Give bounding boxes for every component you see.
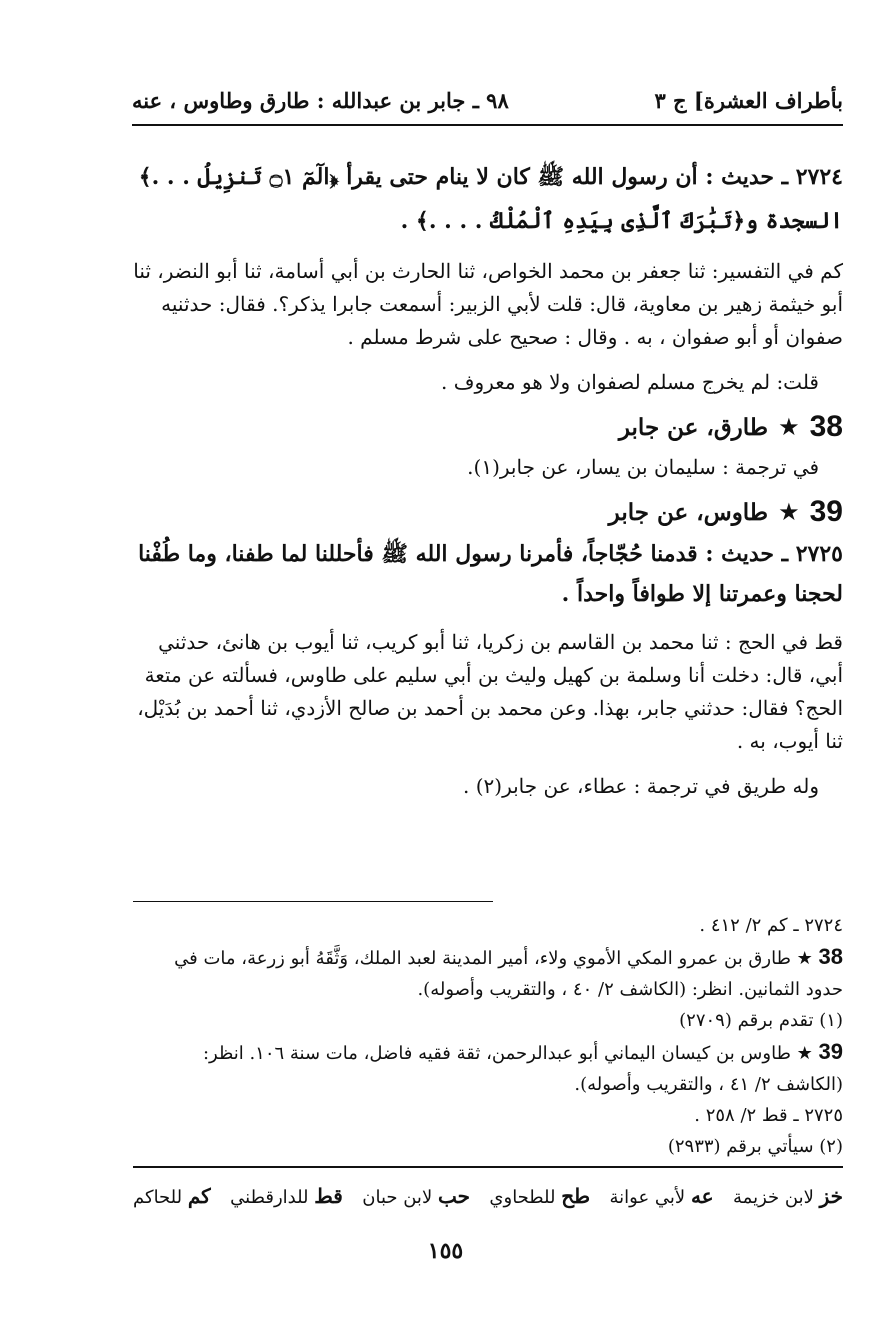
page-number: ١٥٥: [427, 1238, 464, 1264]
footnotes: [133, 910, 843, 1162]
hadith-2724: ٢٧٢٤ ـ حديث : أن رسول الله ﷺ كان لا ينام حتى يقرأ ﴿الٓمٓ ۝١ تَنزِيلُ . . .﴾ السجدة و﴿تَبَٰرَكَ ٱلَّذِى بِيَدِهِ ٱلْمُلْكُ . . . .﴾ .: [138, 164, 843, 234]
footnote-38-text: طارق بن عمرو المكي الأموي ولاء، أمير المدينة لعبد الملك، وَثَّقَهُ أبو زرعة، مات في حدود الثمانين. انظر: (الكاشف ٢/ ٤٠ ، والتقريب وأصوله).: [174, 948, 843, 1000]
footnote-39-text: طاوس بن كيسان اليماني أبو عبدالرحمن، ثقة فقيه فاضل، مات سنة ١٠٦. انظر: (الكاشف ٢/ ٤١ ، والتقريب وأصوله).: [202, 1043, 843, 1095]
star-icon: ★: [778, 498, 800, 526]
hadith-2725: ٢٧٢٥ ـ حديث : قدمنا حُجّاجاً، فأمرنا رسول الله ﷺ فأحللنا لما طفنا، وما طُفْنا لحجنا وعمرتنا إلا طوافاً واحداً .: [138, 541, 843, 607]
section-38-number: 38: [809, 410, 843, 443]
isnad-2725: قط في الحج : ثنا محمد بن القاسم بن زكريا، ثنا أبو كريب، ثنا أيوب بن هانئ، حدثني أبي، قال: دخلت أنا وسلمة بن كهيل وليث بن أبي سليم على طاوس، فسألته عن متعة الحج؟ فقال: حدثني جابر، بهذا. وعن محمد بن أحمد بن صالح الأزدي، ثنا أحمد بن بُدَيْل، ثنا أيوب، به .: [137, 630, 843, 753]
star-icon: ★: [796, 948, 813, 969]
section-39-heading: [133, 490, 843, 534]
footnote-rule: [133, 901, 493, 902]
header-rule: [132, 124, 843, 126]
isnad-2724: كم في التفسير: ثنا جعفر بن محمد الخواص، ثنا الحارث بن أبي أسامة، ثنا أبو النضر، ثنا أبو خيثمة زهير بن معاوية، قال: قلت لأبي الزبير: أسمعت جابرا يذكر؟. فقال: حدثنيه صفوان أو أبو صفوان ، به . وقال : صحيح على شرط مسلم .: [133, 259, 843, 349]
footnote-38-number: 38: [818, 944, 843, 969]
other-route: وله طريق في ترجمة : عطاء، عن جابر(٢) .: [463, 774, 819, 798]
sigla-item: طح للطحاوي: [489, 1184, 591, 1208]
sigla-rule: [133, 1166, 843, 1168]
sigla-item: خز لابن خزيمة: [733, 1184, 843, 1208]
section-38-text: في ترجمة : سليمان بن يسار، عن جابر(١).: [467, 455, 819, 479]
footnote-38: [133, 941, 843, 1005]
section-38-heading: [133, 405, 843, 449]
section-38-title: طارق، عن جابر: [618, 413, 769, 441]
star-icon: ★: [778, 413, 800, 441]
sigla-item: حب لابن حبان: [362, 1184, 470, 1208]
sigla-item: قط للدارقطني: [230, 1184, 343, 1208]
sigla-legend: [133, 1184, 843, 1208]
footnote-2725: ٢٧٢٥ ـ قط ٢/ ٢٥٨ .: [694, 1105, 843, 1126]
main-text: [133, 155, 843, 803]
sigla-item: عه لأبي عوانة: [609, 1184, 714, 1208]
footnote-39-number: 39: [818, 1039, 843, 1064]
sigla-item: كم للحاكم: [133, 1184, 211, 1208]
star-icon: ★: [796, 1043, 813, 1064]
section-39-title: طاوس، عن جابر: [608, 498, 769, 526]
footnote-1: (١) تقدم برقم (٢٧٠٩): [679, 1010, 843, 1031]
footnote-39: [133, 1036, 843, 1100]
comment-2724: قلت: لم يخرج مسلم لصفوان ولا هو معروف .: [441, 370, 819, 394]
footnote-2724: ٢٧٢٤ ـ كم ٢/ ٤١٢ .: [699, 915, 843, 936]
header-chapter-title: ٩٨ ـ جابر بن عبدالله : طارق وطاوس ، عنه: [132, 87, 509, 113]
section-39-number: 39: [809, 495, 843, 528]
running-header: [132, 80, 843, 120]
header-book-title: بأطراف العشرة] ج ٣: [654, 87, 843, 113]
footnote-2: (٢) سيأتي برقم (٢٩٣٣): [667, 1136, 843, 1157]
